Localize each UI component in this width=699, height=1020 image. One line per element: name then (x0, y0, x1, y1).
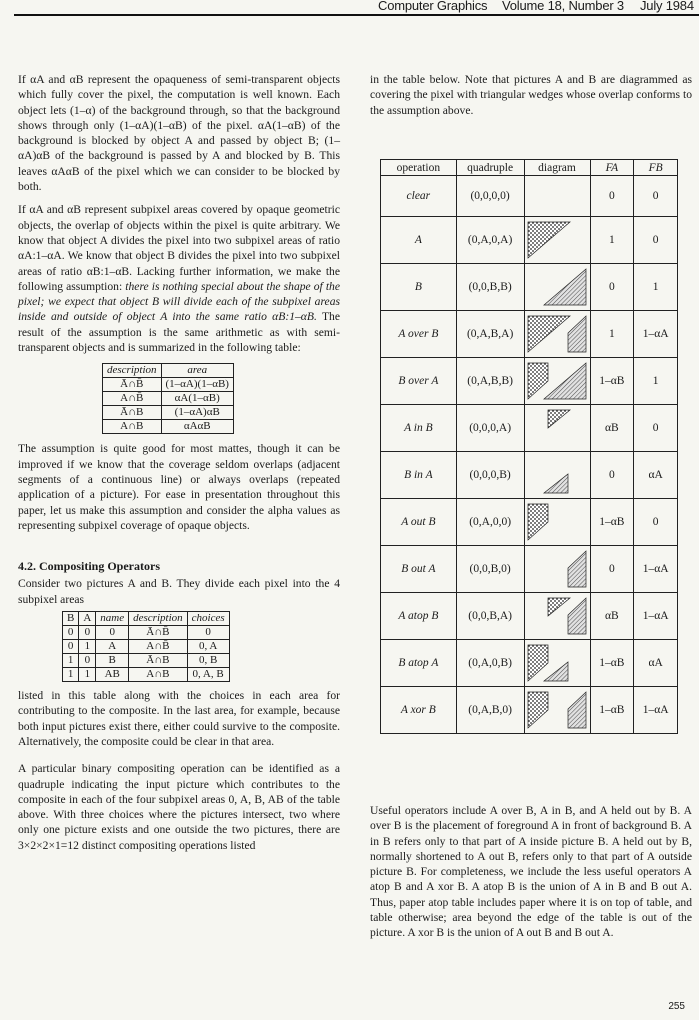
quadruple-cell: (0,0,0,B) (456, 452, 524, 499)
col-operation: operation (381, 160, 457, 176)
operation-cell: A (381, 217, 457, 264)
quadruple-cell: (0,0,0,0) (456, 176, 524, 217)
quadruple-cell: (0,0,B,A) (456, 593, 524, 640)
col-quadruple: quadruple (456, 160, 524, 176)
col-area: area (161, 364, 233, 378)
col-fa: FA (590, 160, 634, 176)
a-wedge (548, 598, 570, 616)
compositing-operators-table (380, 159, 678, 734)
fb-cell: 0 (634, 405, 678, 452)
operator-row (381, 358, 678, 405)
diagram-cell (524, 640, 590, 687)
col-diagram: diagram (524, 160, 590, 176)
quadruple-cell: (0,A,B,A) (456, 311, 524, 358)
wedge-diagram (526, 549, 588, 589)
operation-cell: B atop A (381, 640, 457, 687)
col-name: name (96, 612, 129, 626)
quadruple-cell: (0,A,B,0) (456, 687, 524, 734)
wedge-diagram (526, 455, 588, 495)
section-heading: 4.2. Compositing Operators (18, 559, 160, 574)
choice-row (63, 640, 230, 654)
right-column-intro (370, 72, 692, 126)
quadruple-cell: (0,A,B,B) (456, 358, 524, 405)
wedge-diagram (526, 690, 588, 730)
diagram-cell (524, 264, 590, 311)
wedge-diagram (526, 267, 588, 307)
fa-cell: 0 (590, 176, 634, 217)
operation-cell: B over A (381, 358, 457, 405)
b-wedge (568, 316, 586, 352)
choice-row (63, 626, 230, 640)
choices-cell: 0, B (187, 654, 229, 668)
a-wedge (528, 363, 548, 399)
fb-cell: 1–αA (634, 311, 678, 358)
diagram-cell (524, 176, 590, 217)
fa-cell: αB (590, 405, 634, 452)
fb-cell: 1–αA (634, 687, 678, 734)
paragraph-useful-operators: Useful operators include A over B, A in B, and A held out by B. A over B is the placement of foreground A in front of background B. A in B refers only to that part of A inside picture B. A held out by B, normally shortened to A out B, refers only to that part of A outside picture B. For completeness, we include the less useful operators A atop B and A xor B. A atop B is the union of A in B and B out A. Thus, paper atop table includes paper where it is on top of table, and table otherwise; area beyond the edge of the table is out of the picture. A xor B is the union of A out B and B out A. (370, 804, 692, 940)
area-cell: (1–αA)(1–αB) (161, 378, 233, 392)
operation-cell: A in B (381, 405, 457, 452)
fa-cell: 0 (590, 264, 634, 311)
col-description: description (129, 612, 188, 626)
operator-row (381, 593, 678, 640)
operation-cell: A out B (381, 499, 457, 546)
b-cell: 1 (63, 654, 79, 668)
operator-row (381, 687, 678, 734)
a-cell: 1 (79, 668, 96, 682)
volume-number: Volume 18, Number 3 (502, 0, 624, 13)
wedge-diagram (526, 596, 588, 636)
operation-cell: A over B (381, 311, 457, 358)
wedge-diagram (526, 643, 588, 683)
quadruple-cell: (0,A,0,B) (456, 640, 524, 687)
paragraph-table-intro: in the table below. Note that pictures A and B are diagrammed as covering the pixel with triangular wedges whose overlap conforms to the assumption above. (370, 73, 692, 117)
b-cell: 0 (63, 640, 79, 654)
area-cell: (1–αA)αB (161, 406, 233, 420)
description-cell: A∩B (129, 668, 188, 682)
b-wedge (568, 551, 586, 587)
running-header (0, 0, 699, 16)
fa-cell: 1–αB (590, 640, 634, 687)
quadruple-cell: (0,A,0,A) (456, 217, 524, 264)
fa-cell: 0 (590, 546, 634, 593)
header-rule (14, 14, 699, 16)
fb-cell: αA (634, 452, 678, 499)
b-wedge (568, 692, 586, 728)
diagram-cell (524, 687, 590, 734)
diagram-cell (524, 311, 590, 358)
a-cell: 0 (79, 626, 96, 640)
area-cell: αAαB (161, 420, 233, 434)
description-cell: Ā∩B (129, 654, 188, 668)
description-area-table (102, 363, 234, 434)
b-cell: 1 (63, 668, 79, 682)
description-cell: Ā∩B̄ (129, 626, 188, 640)
choice-row (63, 654, 230, 668)
quadruple-cell: (0,0,0,A) (456, 405, 524, 452)
fa-cell: 0 (590, 452, 634, 499)
quadruple-cell: (0,0,B,B) (456, 264, 524, 311)
fa-cell: αB (590, 593, 634, 640)
a-wedge (528, 222, 570, 258)
operator-row (381, 311, 678, 358)
b-wedge (544, 474, 568, 493)
a-wedge (548, 410, 570, 428)
operation-cell: B out A (381, 546, 457, 593)
paragraph-quadruple: A particular binary compositing operation can be identified as a quadruple indicating the input picture which contributes to the composite in each of the four subpixel areas 0, A, B, AB of the table above. With three choices where the pictures intersect, two where only one picture exists and one outside the two pictures, there are 3×2×2×1=12 distinct compositing operations listed (18, 762, 340, 852)
quadruple-cell: (0,A,0,0) (456, 499, 524, 546)
fa-cell: 1–αB (590, 687, 634, 734)
operation-cell: A xor B (381, 687, 457, 734)
a-cell: 1 (79, 640, 96, 654)
desc-row (103, 406, 234, 420)
paragraph-assumption: If αA and αB represent subpixel areas covered by opaque geometric objects, the overlap of objects within the pixel is quite arbitrary. We know that object A divides the pixel into two subpixel areas of ratio αA:1–αA. We know that object B divides the pixel into two subpixel areas of ratio αB:1–αB. Lacking further information, we make the following assumption: there is nothing special about the shape of the pixel; we expect that object B will divide each of the subpixel areas inside and outside of object A into the same ratio αB:1–αB. The result of the assumption is the same arithmetic as with semi-transparent objects and is summarized in the following table: (18, 203, 340, 355)
wedge-diagram (526, 408, 588, 448)
wedge-diagram (526, 502, 588, 542)
b-wedge (544, 269, 586, 305)
diagram-cell (524, 593, 590, 640)
issue-date: July 1984 (640, 0, 694, 13)
col-fb: FB (634, 160, 678, 176)
wedge-diagram (526, 314, 588, 354)
fb-cell: 0 (634, 499, 678, 546)
diagram-cell (524, 217, 590, 264)
fb-cell: 1 (634, 264, 678, 311)
operator-row (381, 499, 678, 546)
b-wedge (544, 363, 586, 399)
operator-row (381, 405, 678, 452)
diagram-cell (524, 452, 590, 499)
name-cell: B (96, 654, 129, 668)
paragraph-consider: Consider two pictures A and B. They divide each pixel into the 4 subpixel areas (18, 577, 340, 606)
name-cell: AB (96, 668, 129, 682)
operator-row (381, 217, 678, 264)
left-column (18, 72, 340, 861)
area-cell: αA(1–αB) (161, 392, 233, 406)
wedge-diagram (526, 361, 588, 401)
name-cell: 0 (96, 626, 129, 640)
col-b: B (63, 612, 79, 626)
col-description: description (103, 364, 162, 378)
paragraph-semi-transparent: If αA and αB represent the opaqueness of semi-transparent objects which fully cover the pixel, the computation is well known. Each object lets (1–α) of the background through, so that the background shows through only (1–αA)(1–αB) of the pixel. αA(1–αB) of the background is blocked by object A and passed by object B; (1–αA)αB of the background is passed by A and blocked by B. This leaves αAαB of the pixel which we can consider to be blocked by both. (18, 73, 340, 194)
fa-cell: 1–αB (590, 358, 634, 405)
operator-row (381, 640, 678, 687)
b-cell: 0 (63, 626, 79, 640)
operator-row (381, 452, 678, 499)
operation-cell: B (381, 264, 457, 311)
fa-cell: 1 (590, 217, 634, 264)
a-wedge (528, 504, 548, 540)
operation-cell: clear (381, 176, 457, 217)
diagram-cell (524, 358, 590, 405)
a-wedge (528, 645, 548, 681)
wedge-diagram (526, 176, 588, 216)
fa-cell: 1 (590, 311, 634, 358)
description-cell: A∩B̄ (103, 392, 162, 406)
fb-cell: 0 (634, 176, 678, 217)
choices-cell: 0, A (187, 640, 229, 654)
desc-row (103, 420, 234, 434)
col-a: A (79, 612, 96, 626)
operator-row (381, 176, 678, 217)
fb-cell: 0 (634, 217, 678, 264)
fb-cell: αA (634, 640, 678, 687)
choices-cell: 0 (187, 626, 229, 640)
fb-cell: 1–αA (634, 546, 678, 593)
operation-cell: B in A (381, 452, 457, 499)
paragraph-mattes: The assumption is quite good for most mattes, though it can be improved if we know that the coverage seldom overlaps (adjacent segments of a continuous line) or always overlaps (repeated application of a picture). For ease in presentation throughout this paper, let us make this assumption and consider the alpha values as representing subpixel coverage of opaque objects. (18, 442, 340, 532)
subpixel-choices-table (62, 611, 230, 682)
fa-cell: 1–αB (590, 499, 634, 546)
diagram-cell (524, 499, 590, 546)
operation-cell: A atop B (381, 593, 457, 640)
quadruple-cell: (0,0,B,0) (456, 546, 524, 593)
choices-cell: 0, A, B (187, 668, 229, 682)
choice-row (63, 668, 230, 682)
wedge-diagram (526, 220, 588, 260)
desc-row (103, 392, 234, 406)
fb-cell: 1 (634, 358, 678, 405)
description-cell: A∩B (103, 420, 162, 434)
diagram-cell (524, 546, 590, 593)
description-cell: Ā∩B (103, 406, 162, 420)
operator-row (381, 546, 678, 593)
description-cell: Ā∩B̄ (103, 378, 162, 392)
name-cell: A (96, 640, 129, 654)
a-cell: 0 (79, 654, 96, 668)
b-wedge (544, 662, 568, 681)
description-cell: A∩B̄ (129, 640, 188, 654)
a-wedge (528, 316, 570, 352)
fb-cell: 1–αA (634, 593, 678, 640)
desc-row (103, 378, 234, 392)
a-wedge (528, 692, 548, 728)
operator-row (381, 264, 678, 311)
b-wedge (568, 598, 586, 634)
journal-name: Computer Graphics (378, 0, 488, 13)
page-number: 255 (668, 1001, 685, 1012)
diagram-cell (524, 405, 590, 452)
col-choices: choices (187, 612, 229, 626)
paragraph-choices: listed in this table along with the choices in each area for contributing to the composite. In the last area, for example, because both input pictures exist there, either could survive to the composite. Alternatively, the composite could be clear in that area. (18, 689, 340, 748)
right-column-bottom (370, 803, 692, 949)
